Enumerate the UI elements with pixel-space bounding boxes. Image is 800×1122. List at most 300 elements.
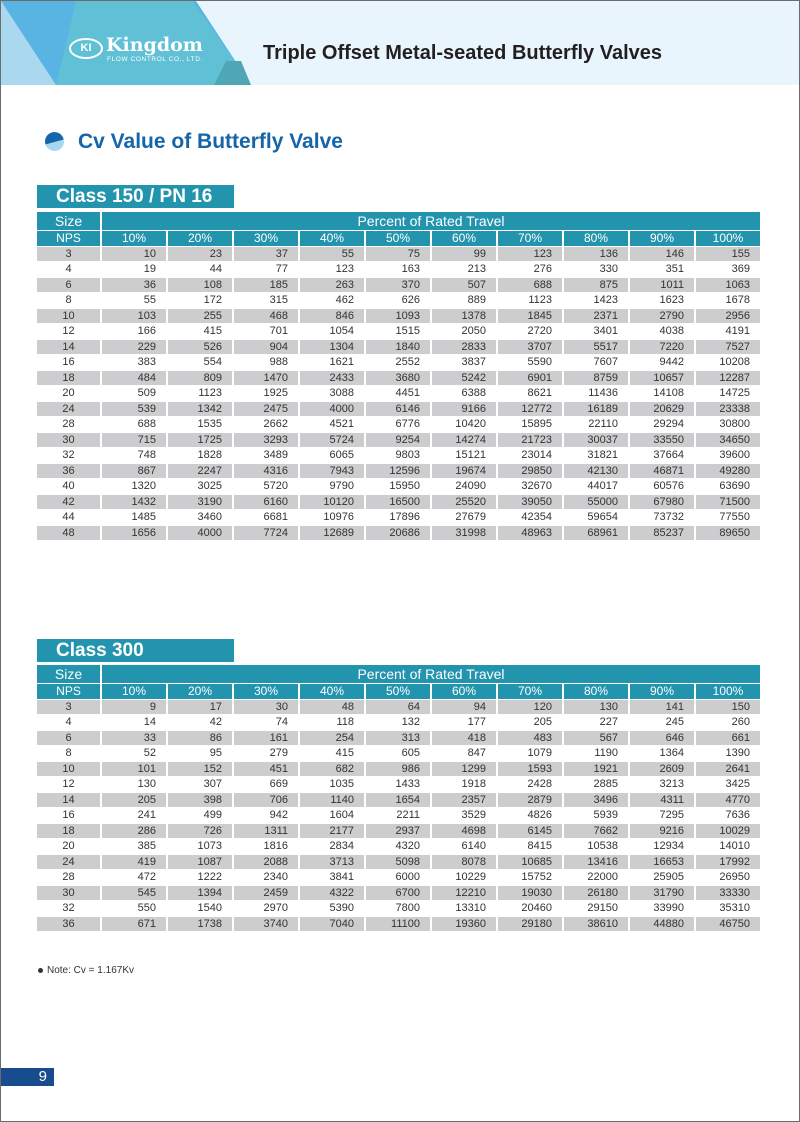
nps-cell: 12 — [62, 325, 75, 337]
cv-cell: 2720 — [527, 325, 552, 337]
cv-cell: 263 — [300, 278, 364, 293]
cv-cell: 279 — [269, 747, 288, 759]
nps-cell: 24 — [37, 402, 100, 417]
cv-cell: 86 — [168, 731, 232, 746]
cv-cell: 3425 — [725, 778, 750, 790]
cv-cell: 34650 — [696, 433, 760, 448]
cv-cell: 10976 — [323, 511, 354, 523]
cv-cell: 1123 — [528, 294, 552, 306]
cv-cell: 146 — [630, 247, 694, 262]
column-header: 30% — [234, 231, 298, 246]
nps-cell: 8 — [65, 294, 72, 306]
cv-cell: 29850 — [498, 464, 562, 479]
cv-cell: 942 — [269, 809, 288, 821]
cv-cell: 330 — [599, 263, 618, 275]
cv-cell: 30800 — [719, 418, 750, 430]
cv-cell: 5390 — [329, 902, 354, 914]
column-header: 10% — [102, 231, 166, 246]
cv-cell: 1423 — [593, 294, 618, 306]
cv-cell: 1654 — [366, 793, 430, 808]
nps-cell: 20 — [62, 840, 75, 852]
cv-cell: 1378 — [432, 309, 496, 324]
cv-cell: 55 — [300, 247, 364, 262]
cv-cell: 185 — [234, 278, 298, 293]
cv-cell: 27679 — [455, 511, 486, 523]
cv-cell: 20460 — [521, 902, 552, 914]
cv-cell: 1035 — [329, 778, 354, 790]
table-row — [37, 746, 760, 761]
cv-cell: 20686 — [366, 526, 430, 541]
cv-cell: 2833 — [432, 340, 496, 355]
cv-cell: 23014 — [521, 449, 552, 461]
cv-cell: 33550 — [630, 433, 694, 448]
cv-cell: 3293 — [234, 433, 298, 448]
nps-header: NPS — [37, 231, 100, 246]
cv-cell: 1320 — [131, 480, 156, 492]
cv-cell: 229 — [102, 340, 166, 355]
cv-cell: 63690 — [719, 480, 750, 492]
cv-cell: 120 — [498, 700, 562, 715]
cv-cell: 809 — [168, 371, 232, 386]
cv-cell: 6388 — [461, 387, 486, 399]
cv-cell: 15752 — [521, 871, 552, 883]
cv-cell: 19030 — [498, 886, 562, 901]
cv-cell: 108 — [168, 278, 232, 293]
cv-cell: 2834 — [329, 840, 354, 852]
cv-cell: 10420 — [455, 418, 486, 430]
cv-cell: 77 — [275, 263, 288, 275]
cv-cell: 484 — [102, 371, 166, 386]
cv-cell: 3837 — [461, 356, 486, 368]
cv-cell: 1656 — [102, 526, 166, 541]
cv-cell: 499 — [203, 809, 222, 821]
cv-cell: 1093 — [366, 309, 430, 324]
cv-cell: 255 — [168, 309, 232, 324]
cv-cell: 889 — [467, 294, 486, 306]
cv-cell: 7295 — [659, 809, 684, 821]
cv-cell: 11100 — [366, 917, 430, 932]
percent-travel-header: Percent of Rated Travel — [102, 212, 760, 230]
cv-cell: 9803 — [395, 449, 420, 461]
logo-subtitle: FLOW CONTROL CO., LTD. — [107, 56, 203, 63]
cv-cell: 2937 — [366, 824, 430, 839]
cv-cell: 6145 — [498, 824, 562, 839]
table-row — [37, 824, 760, 839]
cv-cell: 8621 — [527, 387, 552, 399]
column-header: 70% — [498, 684, 562, 699]
cv-cell: 545 — [102, 886, 166, 901]
cv-cell: 55000 — [564, 495, 628, 510]
cv-cell: 3025 — [197, 480, 222, 492]
cv-cell: 19674 — [432, 464, 496, 479]
cv-table-class-150 — [35, 211, 762, 541]
logo-name: Kingdom — [106, 34, 203, 56]
table-row — [37, 448, 760, 463]
cv-cell: 7220 — [630, 340, 694, 355]
cv-cell: 14108 — [653, 387, 684, 399]
cv-cell: 21723 — [498, 433, 562, 448]
cv-cell: 3088 — [329, 387, 354, 399]
cv-cell: 132 — [401, 716, 420, 728]
cv-cell: 19 — [143, 263, 156, 275]
cv-cell: 867 — [102, 464, 166, 479]
cv-cell: 4000 — [168, 526, 232, 541]
cv-cell: 4311 — [630, 793, 694, 808]
cv-cell: 5724 — [300, 433, 364, 448]
cv-cell: 10208 — [719, 356, 750, 368]
column-header: 40% — [300, 684, 364, 699]
cv-cell: 130 — [564, 700, 628, 715]
cv-cell: 567 — [564, 731, 628, 746]
column-header: 20% — [168, 684, 232, 699]
cv-cell: 1222 — [197, 871, 222, 883]
cv-cell: 213 — [467, 263, 486, 275]
cv-cell: 8078 — [432, 855, 496, 870]
cv-cell: 605 — [401, 747, 420, 759]
bullet-icon — [38, 968, 43, 973]
cv-cell: 415 — [203, 325, 222, 337]
cv-cell: 33330 — [696, 886, 760, 901]
page-header — [1, 1, 799, 85]
cv-cell: 7527 — [696, 340, 760, 355]
cv-cell: 5720 — [263, 480, 288, 492]
cv-cell: 2641 — [696, 762, 760, 777]
table-row — [37, 839, 760, 854]
cv-cell: 462 — [335, 294, 354, 306]
cv-cell: 286 — [102, 824, 166, 839]
column-header: 70% — [498, 231, 562, 246]
cv-cell: 85237 — [630, 526, 694, 541]
cv-cell: 14274 — [432, 433, 496, 448]
cv-cell: 1140 — [300, 793, 364, 808]
cv-cell: 1073 — [197, 840, 222, 852]
cv-cell: 141 — [630, 700, 694, 715]
cv-cell: 661 — [696, 731, 760, 746]
cv-cell: 2050 — [461, 325, 486, 337]
cv-cell: 1845 — [498, 309, 562, 324]
cv-cell: 688 — [498, 278, 562, 293]
cv-cell: 398 — [168, 793, 232, 808]
cv-cell: 31790 — [630, 886, 694, 901]
cv-cell: 77550 — [719, 511, 750, 523]
cv-cell: 205 — [102, 793, 166, 808]
cv-cell: 9790 — [329, 480, 354, 492]
cv-cell: 46871 — [630, 464, 694, 479]
header-row-percent — [37, 231, 760, 246]
column-header: 80% — [564, 231, 628, 246]
cv-cell: 32670 — [521, 480, 552, 492]
cv-cell: 23 — [168, 247, 232, 262]
cv-cell: 25905 — [653, 871, 684, 883]
cv-cell: 17992 — [696, 855, 760, 870]
nps-cell: 16 — [62, 809, 75, 821]
cv-cell: 3680 — [366, 371, 430, 386]
cv-cell: 123 — [335, 263, 354, 275]
cv-cell: 1725 — [168, 433, 232, 448]
cv-cell: 205 — [533, 716, 552, 728]
cv-cell: 1828 — [197, 449, 222, 461]
cv-cell: 44880 — [630, 917, 694, 932]
cv-cell: 10120 — [300, 495, 364, 510]
size-header: Size — [37, 212, 100, 230]
cv-cell: 875 — [564, 278, 628, 293]
table-row — [37, 793, 760, 808]
cv-cell: 1433 — [395, 778, 420, 790]
table-row — [37, 870, 760, 885]
cv-cell: 2885 — [593, 778, 618, 790]
cv-cell: 152 — [168, 762, 232, 777]
table-row — [37, 355, 760, 370]
header-row-size — [37, 665, 760, 683]
cv-cell: 3740 — [234, 917, 298, 932]
cv-cell: 10 — [102, 247, 166, 262]
cv-cell: 7724 — [234, 526, 298, 541]
cv-cell: 3841 — [329, 871, 354, 883]
cv-cell: 1390 — [725, 747, 750, 759]
cv-cell: 5098 — [366, 855, 430, 870]
cv-cell: 1470 — [234, 371, 298, 386]
column-header: 30% — [234, 684, 298, 699]
cv-cell: 12210 — [432, 886, 496, 901]
cv-cell: 30037 — [564, 433, 628, 448]
cv-cell: 2662 — [263, 418, 288, 430]
nps-cell: 4 — [65, 263, 72, 275]
column-header: 90% — [630, 231, 694, 246]
cv-cell: 1299 — [432, 762, 496, 777]
cv-cell: 507 — [432, 278, 496, 293]
nps-cell: 28 — [62, 871, 75, 883]
cv-cell: 7607 — [593, 356, 618, 368]
cv-cell: 2371 — [564, 309, 628, 324]
cv-cell: 904 — [234, 340, 298, 355]
cv-cell: 67980 — [630, 495, 694, 510]
cv-cell: 2088 — [234, 855, 298, 870]
cv-cell: 5242 — [432, 371, 496, 386]
cv-cell: 12772 — [498, 402, 562, 417]
cv-cell: 7943 — [300, 464, 364, 479]
cv-cell: 1342 — [168, 402, 232, 417]
note — [38, 965, 134, 976]
cv-cell: 1918 — [461, 778, 486, 790]
column-header: 60% — [432, 231, 496, 246]
cv-cell: 2459 — [234, 886, 298, 901]
cv-cell: 1087 — [168, 855, 232, 870]
cv-cell: 19360 — [432, 917, 496, 932]
cv-cell: 33990 — [653, 902, 684, 914]
cv-cell: 539 — [102, 402, 166, 417]
cv-cell: 7662 — [564, 824, 628, 839]
table-row — [37, 371, 760, 386]
cv-cell: 1678 — [725, 294, 750, 306]
cv-cell: 103 — [102, 309, 166, 324]
column-header: 50% — [366, 231, 430, 246]
cv-cell: 33 — [102, 731, 166, 746]
nps-cell: 14 — [37, 793, 100, 808]
cv-cell: 163 — [401, 263, 420, 275]
cv-cell: 4316 — [234, 464, 298, 479]
cv-cell: 14 — [143, 716, 156, 728]
cv-cell: 1394 — [168, 886, 232, 901]
table-row — [37, 510, 760, 525]
nps-cell: 32 — [62, 902, 75, 914]
cv-cell: 1535 — [197, 418, 222, 430]
cv-cell: 16189 — [564, 402, 628, 417]
cv-cell: 52 — [143, 747, 156, 759]
column-header: 100% — [696, 684, 760, 699]
page-number: 9 — [1, 1068, 54, 1086]
cv-cell: 2790 — [630, 309, 694, 324]
cv-cell: 1311 — [234, 824, 298, 839]
cv-cell: 3496 — [564, 793, 628, 808]
cv-cell: 726 — [168, 824, 232, 839]
cv-cell: 68961 — [564, 526, 628, 541]
cv-cell: 988 — [269, 356, 288, 368]
table-row — [37, 731, 760, 746]
nps-cell: 44 — [62, 511, 75, 523]
cv-cell: 241 — [137, 809, 156, 821]
cv-cell: 2433 — [300, 371, 364, 386]
nps-cell: 24 — [37, 855, 100, 870]
cv-cell: 16653 — [630, 855, 694, 870]
cv-cell: 10657 — [630, 371, 694, 386]
table-row — [37, 340, 760, 355]
cv-cell: 42130 — [564, 464, 628, 479]
cv-cell: 44017 — [587, 480, 618, 492]
cv-cell: 4451 — [395, 387, 420, 399]
cv-cell: 123 — [498, 247, 562, 262]
cv-cell: 4521 — [329, 418, 354, 430]
cv-cell: 155 — [696, 247, 760, 262]
cv-cell: 1011 — [630, 278, 694, 293]
section-title: Cv Value of Butterfly Valve — [78, 130, 343, 153]
cv-cell: 245 — [665, 716, 684, 728]
nps-cell: 3 — [37, 700, 100, 715]
cv-cell: 29180 — [498, 917, 562, 932]
cv-cell: 16500 — [366, 495, 430, 510]
cv-cell: 177 — [467, 716, 486, 728]
cv-cell: 1485 — [131, 511, 156, 523]
cv-cell: 2970 — [263, 902, 288, 914]
cv-cell: 4322 — [300, 886, 364, 901]
cv-cell: 24090 — [455, 480, 486, 492]
table-row — [37, 402, 760, 417]
cv-cell: 682 — [300, 762, 364, 777]
cv-cell: 130 — [137, 778, 156, 790]
cv-cell: 4191 — [725, 325, 750, 337]
cv-cell: 227 — [599, 716, 618, 728]
cv-cell: 2211 — [396, 809, 420, 821]
cv-cell: 10229 — [455, 871, 486, 883]
cv-cell: 1515 — [395, 325, 420, 337]
cv-cell: 307 — [203, 778, 222, 790]
cv-cell: 671 — [102, 917, 166, 932]
cv-cell: 29150 — [587, 902, 618, 914]
cv-cell: 4038 — [659, 325, 684, 337]
cv-cell: 3213 — [659, 778, 684, 790]
cv-cell: 6681 — [263, 511, 288, 523]
cv-cell: 20629 — [630, 402, 694, 417]
cv-cell: 75 — [366, 247, 430, 262]
table-row — [37, 278, 760, 293]
cv-cell: 509 — [137, 387, 156, 399]
note-text: Note: Cv = 1.167Kv — [47, 965, 134, 976]
cv-cell: 2428 — [527, 778, 552, 790]
cv-cell: 74 — [275, 716, 288, 728]
cv-cell: 2552 — [395, 356, 420, 368]
cv-cell: 42 — [209, 716, 222, 728]
cv-cell: 44 — [209, 263, 222, 275]
cv-cell: 5939 — [593, 809, 618, 821]
table-row — [37, 495, 760, 510]
cv-cell: 688 — [137, 418, 156, 430]
cv-cell: 1738 — [168, 917, 232, 932]
cv-cell: 550 — [137, 902, 156, 914]
cv-cell: 1190 — [594, 747, 618, 759]
cv-cell: 626 — [401, 294, 420, 306]
cv-cell: 12934 — [653, 840, 684, 852]
cv-cell: 39600 — [719, 449, 750, 461]
column-header: 100% — [696, 231, 760, 246]
cv-cell: 161 — [234, 731, 298, 746]
cv-cell: 385 — [137, 840, 156, 852]
logo-mark: KI — [69, 38, 103, 59]
column-header: 90% — [630, 684, 694, 699]
cv-cell: 2340 — [263, 871, 288, 883]
cv-cell: 4770 — [696, 793, 760, 808]
nps-cell: 42 — [37, 495, 100, 510]
cv-cell: 99 — [432, 247, 496, 262]
cv-cell: 9254 — [366, 433, 430, 448]
cv-cell: 6700 — [366, 886, 430, 901]
cv-cell: 6776 — [395, 418, 420, 430]
cv-cell: 706 — [234, 793, 298, 808]
cv-cell: 60576 — [653, 480, 684, 492]
cv-cell: 26950 — [719, 871, 750, 883]
cv-cell: 260 — [731, 716, 750, 728]
cv-table-class-300 — [35, 664, 762, 932]
document-title: Triple Offset Metal-seated Butterfly Valves — [263, 42, 663, 64]
cv-cell: 1079 — [527, 747, 552, 759]
cv-cell: 315 — [269, 294, 288, 306]
nps-cell: 28 — [62, 418, 75, 430]
nps-cell: 10 — [37, 309, 100, 324]
cv-cell: 646 — [630, 731, 694, 746]
table-row — [37, 526, 760, 541]
nps-cell: 14 — [37, 340, 100, 355]
table-row — [37, 917, 760, 932]
cv-cell: 12689 — [300, 526, 364, 541]
cv-cell: 451 — [234, 762, 298, 777]
cv-cell: 15895 — [521, 418, 552, 430]
cv-cell: 369 — [731, 263, 750, 275]
column-header: 20% — [168, 231, 232, 246]
cv-cell: 5517 — [564, 340, 628, 355]
cv-cell: 415 — [335, 747, 354, 759]
cv-cell: 26180 — [564, 886, 628, 901]
cv-cell: 15950 — [389, 480, 420, 492]
cv-cell: 37 — [234, 247, 298, 262]
nps-cell: 48 — [37, 526, 100, 541]
cv-cell: 2475 — [234, 402, 298, 417]
cv-cell: 8415 — [527, 840, 552, 852]
cv-cell: 95 — [209, 747, 222, 759]
cv-cell: 1123 — [198, 387, 222, 399]
table-row — [37, 417, 760, 432]
nps-cell: 18 — [37, 824, 100, 839]
table-row — [37, 262, 760, 277]
cv-cell: 55 — [143, 294, 156, 306]
cv-cell: 25520 — [432, 495, 496, 510]
